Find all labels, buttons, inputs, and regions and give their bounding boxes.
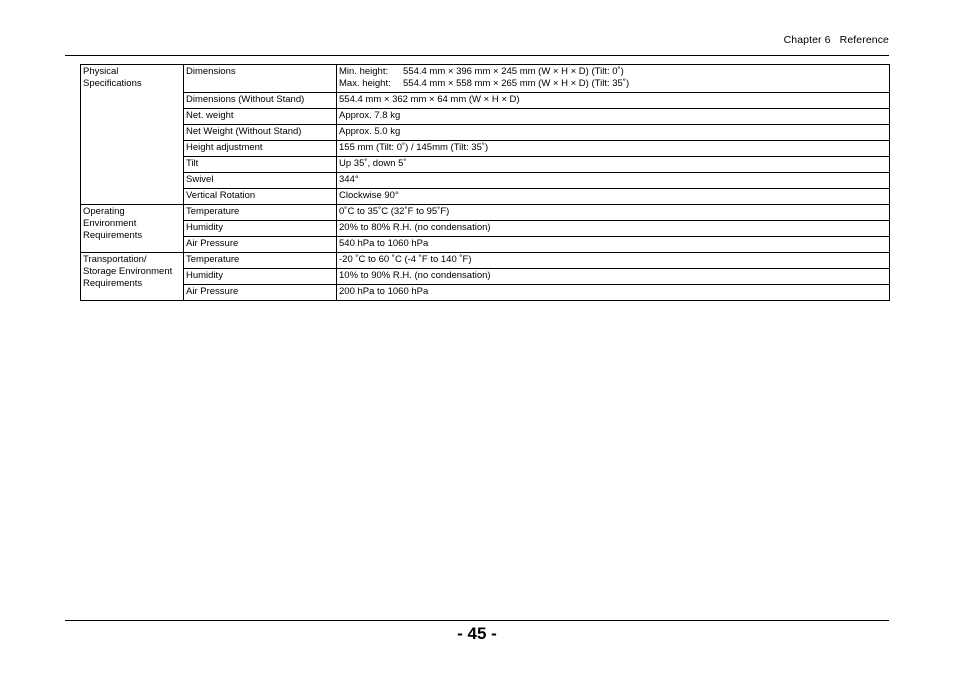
group-label: Transportation/ Storage Environment Requirements <box>81 253 184 301</box>
group-label: Physical Specifications <box>81 65 184 205</box>
item-value: Approx. 7.8 kg <box>337 109 890 125</box>
item-value: 554.4 mm × 362 mm × 64 mm (W × H × D) <box>337 93 890 109</box>
table-row <box>81 269 890 285</box>
footer-rule <box>65 620 889 621</box>
table-row <box>81 253 890 269</box>
item-value: -20 ˚C to 60 ˚C (-4 ˚F to 140 ˚F) <box>337 253 890 269</box>
value-line-text: 554.4 mm × 396 mm × 245 mm (W × H × D) (Tilt: 0˚) <box>403 66 624 77</box>
item-value: 20% to 80% R.H. (no condensation) <box>337 221 890 237</box>
item-label: Air Pressure <box>184 237 337 253</box>
table-row <box>81 205 890 221</box>
item-value: Clockwise 90° <box>337 189 890 205</box>
item-label: Vertical Rotation <box>184 189 337 205</box>
table-row <box>81 141 890 157</box>
value-line-text: 554.4 mm × 558 mm × 265 mm (W × H × D) (Tilt: 35˚) <box>403 78 630 89</box>
header-rule <box>65 55 889 56</box>
table-row <box>81 189 890 205</box>
item-label: Net. weight <box>184 109 337 125</box>
item-value: 10% to 90% R.H. (no condensation) <box>337 269 890 285</box>
value-line <box>339 78 887 90</box>
table-row <box>81 173 890 189</box>
table-row <box>81 285 890 301</box>
table-row <box>81 125 890 141</box>
item-label: Humidity <box>184 269 337 285</box>
item-label: Air Pressure <box>184 285 337 301</box>
value-line <box>339 66 887 78</box>
item-value: 200 hPa to 1060 hPa <box>337 285 890 301</box>
item-label: Dimensions (Without Stand) <box>184 93 337 109</box>
item-value: 540 hPa to 1060 hPa <box>337 237 890 253</box>
item-value: 344° <box>337 173 890 189</box>
page-number: - 45 - <box>457 624 497 643</box>
table-row <box>81 109 890 125</box>
group-label: Operating Environment Requirements <box>81 205 184 253</box>
item-label: Dimensions <box>184 65 337 93</box>
table-row <box>81 65 890 93</box>
item-value: 0˚C to 35˚C (32˚F to 95˚F) <box>337 205 890 221</box>
item-label: Net Weight (Without Stand) <box>184 125 337 141</box>
value-line-label: Max. height: <box>339 78 391 89</box>
item-label: Temperature <box>184 253 337 269</box>
item-label: Humidity <box>184 221 337 237</box>
specifications-table <box>80 64 890 301</box>
item-value: 155 mm (Tilt: 0˚) / 145mm (Tilt: 35˚) <box>337 141 890 157</box>
chapter-header: Chapter 6 Reference <box>783 34 889 46</box>
item-label: Tilt <box>184 157 337 173</box>
table-row <box>81 157 890 173</box>
item-value <box>337 65 890 93</box>
table-row <box>81 221 890 237</box>
item-label: Height adjustment <box>184 141 337 157</box>
item-value: Approx. 5.0 kg <box>337 125 890 141</box>
table-row <box>81 237 890 253</box>
value-line-label: Min. height: <box>339 66 389 77</box>
item-label: Swivel <box>184 173 337 189</box>
item-value: Up 35˚, down 5˚ <box>337 157 890 173</box>
table-row <box>81 93 890 109</box>
item-label: Temperature <box>184 205 337 221</box>
